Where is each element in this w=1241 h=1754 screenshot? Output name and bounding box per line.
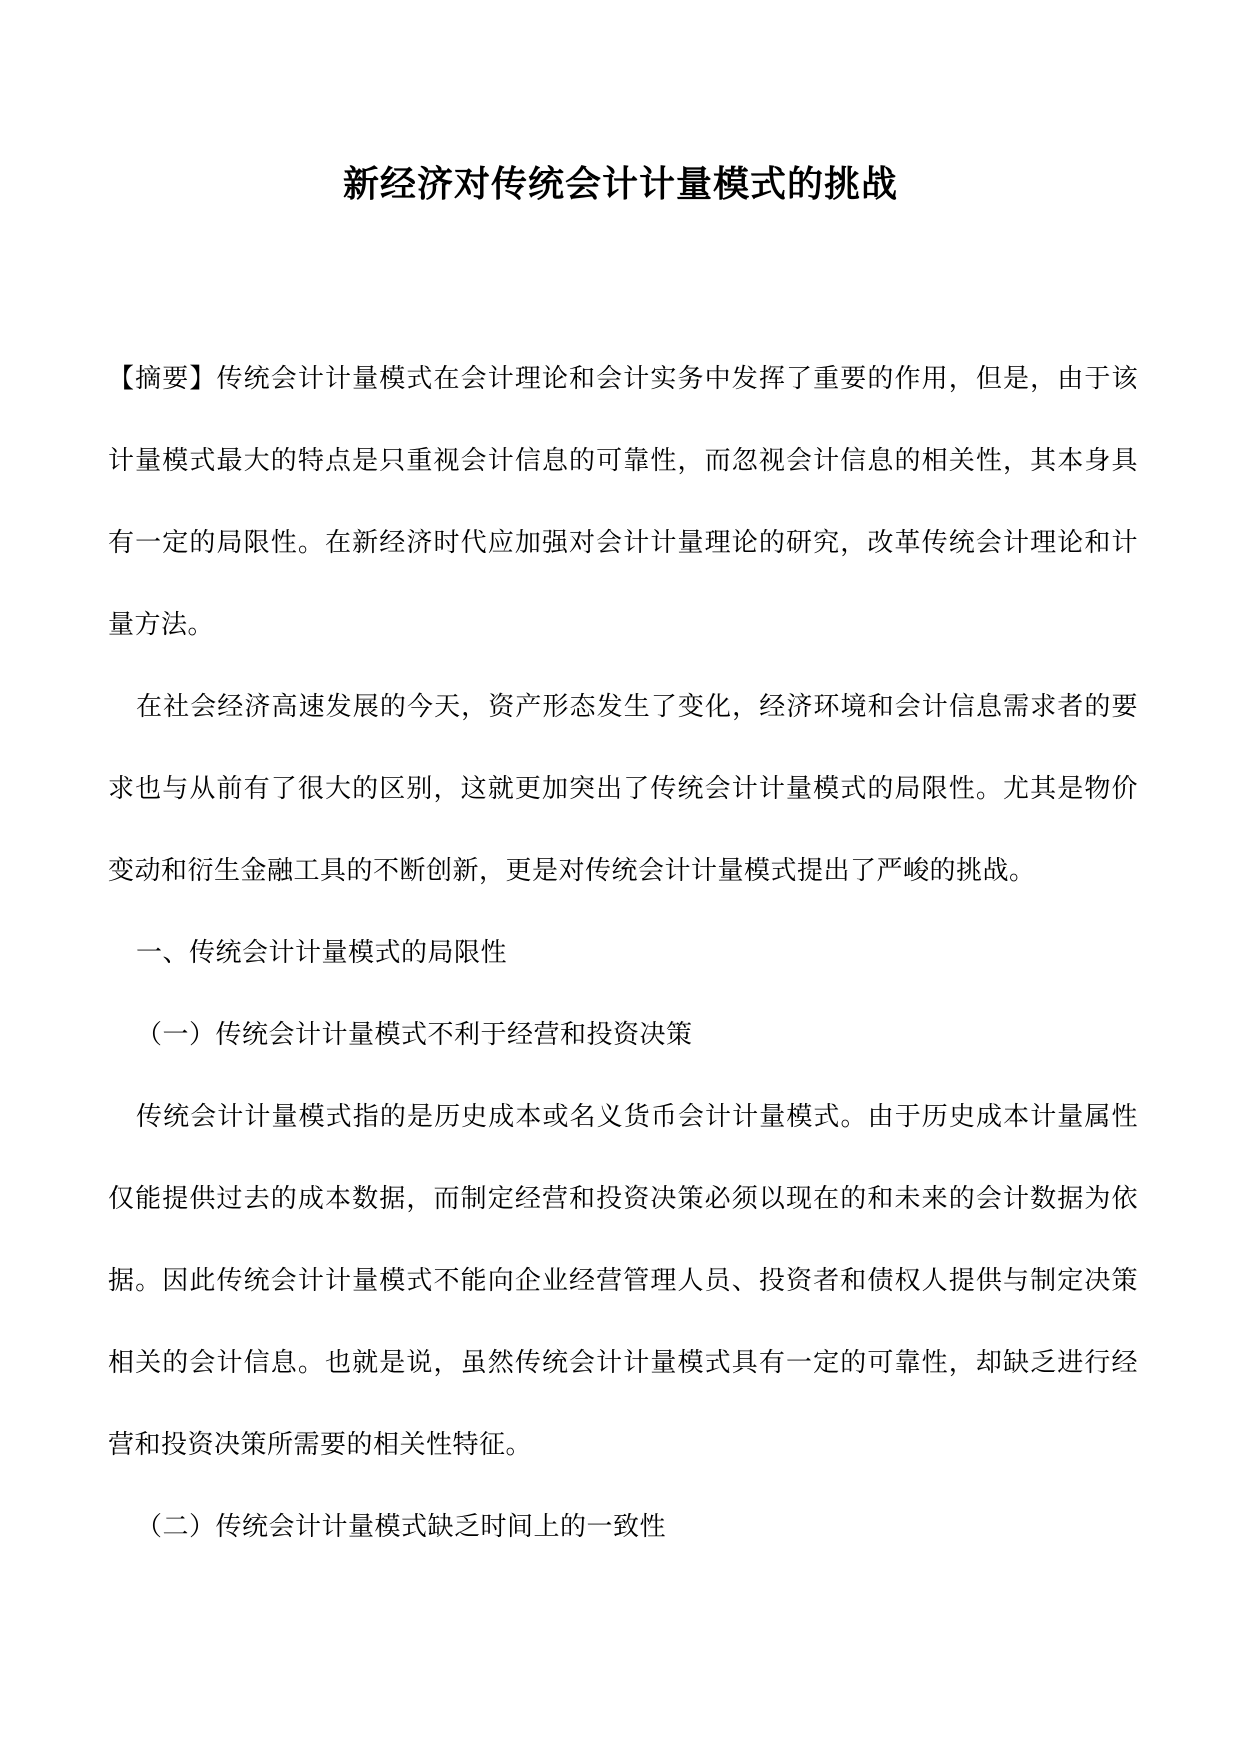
- abstract-paragraph: 【摘要】传统会计计量模式在会计理论和会计实务中发挥了重要的作用，但是，由于该计量模式最大的特点是只重视会计信息的可靠性，而忽视会计信息的相关性，其本身具有一定的局限性。在新经济时代应加强对会计计量理论的研究，改革传统会计理论和计量方法。: [108, 364, 1138, 640]
- section-heading-1: 一、传统会计计量模式的局限性: [136, 938, 508, 968]
- body-paragraph: 传统会计计量模式指的是历史成本或名义货币会计计量模式。由于历史成本计量属性仅能提供过去的成本数据，而制定经营和投资决策必须以现在的和未来的会计数据为依据。因此传统会计计量模式不能向企业经营管理人员、投资者和债权人提供与制定决策相关的会计信息。也就是说，虽然传统会计计量模式具有一定的可靠性，却缺乏进行经营和投资决策所需要的相关性特征。: [108, 1102, 1138, 1460]
- intro-paragraph: 在社会经济高速发展的今天，资产形态发生了变化，经济环境和会计信息需求者的要求也与从前有了很大的区别，这就更加突出了传统会计计量模式的局限性。尤其是物价变动和衍生金融工具的不断创新，更是对传统会计计量模式提出了严峻的挑战。: [108, 692, 1138, 886]
- subsection-heading-1: （一）传统会计计量模式不利于经营和投资决策: [136, 1020, 693, 1050]
- document-title: 新经济对传统会计计量模式的挑战: [342, 163, 898, 205]
- document-body: [108, 338, 1138, 1568]
- subsection-heading-2: （二）传统会计计量模式缺乏时间上的一致性: [136, 1512, 667, 1542]
